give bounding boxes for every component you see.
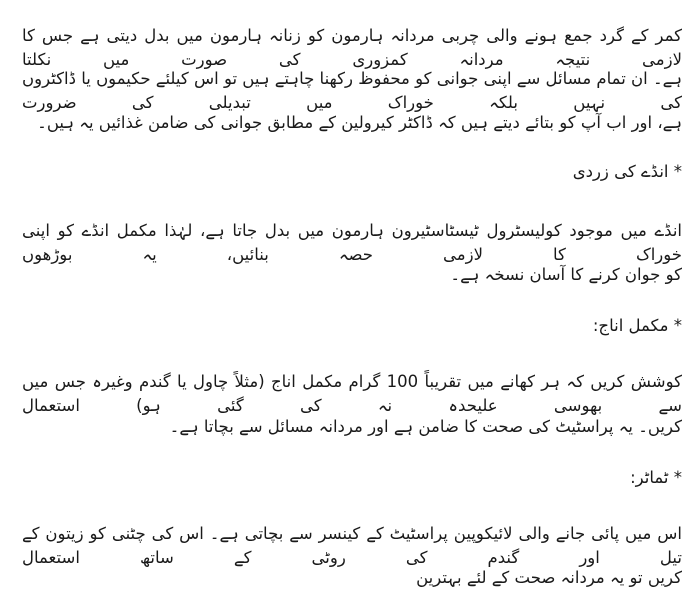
section-heading-egg-yolk: * انڈے کی زردی [572,162,682,181]
whole-grain-line-2: کریں۔ یہ پراسٹیٹ کی صحت کا ضامن ہے اور مردانہ مسائل سے بچاتا ہے۔ [169,417,682,436]
intro-line-1: کمر کے گرد جمع ہونے والی چربی مردانہ ہارمون کو زنانہ ہارمون میں بدل دیتی ہے جس کا لازمی نتیجہ مردانہ کمزوری کی صورت میں نکلتا [22,26,682,69]
section-heading-tomato: * ٹماٹر: [630,468,682,487]
tomato-line-2: کریں تو یہ مردانہ صحت کے لئے بہترین [416,568,682,587]
whole-grain-line-1: کوشش کریں کہ ہر کھانے میں تقریباً 100 گرام مکمل اناج (مثلاً چاول یا گندم وغیرہ جس میں سے بھوسی علیحدہ نہ کی گئی ہو) استعمال [22,372,682,415]
egg-yolk-line-2: کو جوان کرنے کا آسان نسخہ ہے۔ [450,265,682,284]
intro-line-3: ہے، اور اب آپ کو بتائے دیتے ہیں کہ ڈاکٹر کیرولین کے مطابق جوانی کی ضامن غذائیں یہ ہیں۔ [37,113,682,132]
section-heading-whole-grain: * مکمل اناج: [592,316,682,335]
intro-line-2: ہے۔ ان تمام مسائل سے اپنی جوانی کو محفوظ رکھنا چاہتے ہیں تو اس کیلئے حکیموں یا ڈاکٹروں کی نہیں بلکہ خوراک میں تبدیلی کی ضرورت [22,69,682,112]
tomato-line-1: اس میں پائی جانے والی لائیکوپین پراسٹیٹ کے کینسر سے بچاتی ہے۔ اس کی چٹنی کو زیتون کے تیل اور گندم کی روٹی کے ساتھ استعمال [22,524,682,567]
egg-yolk-line-1: انڈے میں موجود کولیسٹرول ٹیسٹاسٹیرون ہارمون میں بدل جاتا ہے، لہٰذا مکمل انڈے کو اپنی خوراک کا لازمی حصہ بنائیں، یہ بوڑھوں [22,221,682,264]
